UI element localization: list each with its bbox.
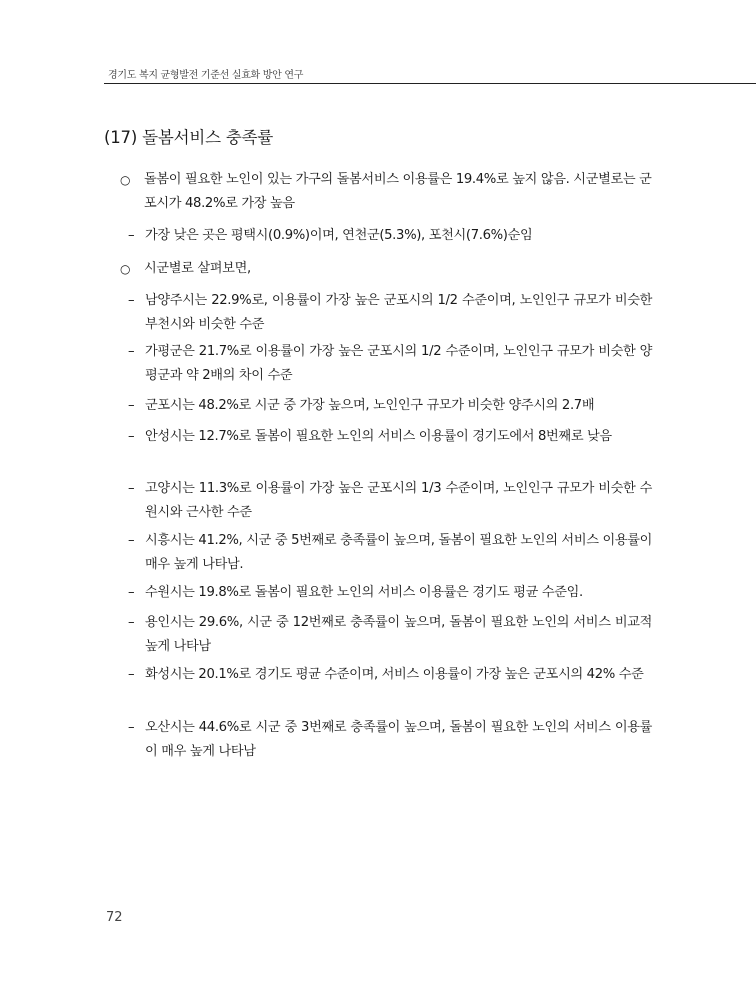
dash-item <box>128 394 652 418</box>
dash-item <box>128 425 652 449</box>
dash-text: 가평군은 21.7%로 이용률이 가장 높은 군포시의 1/2 수준이며, 노인인구 규모가 비슷한 양평군과 약 2배의 차이 수준 <box>145 344 652 383</box>
bullet-text: 시군별로 살펴보면, <box>144 261 251 276</box>
dash-bullet: – <box>128 228 135 243</box>
dash-text: 안성시는 12.7%로 돌봄이 필요한 노인의 서비스 이용률이 경기도에서 8번째로 낮음 <box>145 429 612 444</box>
dash-bullet: – <box>128 585 135 600</box>
dash-bullet: – <box>128 344 135 359</box>
dash-text: 시흥시는 41.2%, 시군 중 5번째로 충족률이 높으며, 돌봄이 필요한 노인의 서비스 이용률이 매우 높게 나타남. <box>145 533 652 572</box>
section-title: (17) 돌봄서비스 충족률 <box>104 128 274 147</box>
bullet-item <box>120 257 660 281</box>
dash-bullet: – <box>128 615 135 630</box>
dash-bullet: – <box>128 293 135 308</box>
dash-bullet: – <box>128 481 135 496</box>
dash-text: 남양주시는 22.9%로, 이용률이 가장 높은 군포시의 1/2 수준이며, 노인인구 규모가 비슷한 부천시와 비슷한 수준 <box>145 293 652 332</box>
dash-item <box>128 716 652 764</box>
dash-item <box>128 289 652 337</box>
dash-text: 군포시는 48.2%로 시군 중 가장 높으며, 노인인구 규모가 비슷한 양주시의 2.7배 <box>145 398 595 413</box>
dash-item <box>128 581 652 605</box>
dash-bullet: – <box>128 429 135 444</box>
bullet-item <box>120 168 660 216</box>
dash-text: 용인시는 29.6%, 시군 중 12번째로 충족률이 높으며, 돌봄이 필요한 노인의 서비스 비교적 높게 나타남 <box>145 615 652 654</box>
dash-text: 가장 낮은 곳은 평택시(0.9%)이며, 연천군(5.3%), 포천시(7.6%)순임 <box>145 228 533 243</box>
running-header: 경기도 복지 균형발전 기준선 실효화 방안 연구 <box>108 70 304 81</box>
dash-text: 수원시는 19.8%로 돌봄이 필요한 노인의 서비스 이용률은 경기도 평균 수준임. <box>145 585 583 600</box>
dash-bullet: – <box>128 667 135 682</box>
dash-item <box>128 477 652 525</box>
header-rule <box>104 83 756 84</box>
dash-item <box>128 340 652 388</box>
dash-text: 오산시는 44.6%로 시군 중 3번째로 충족률이 높으며, 돌봄이 필요한 노인의 서비스 이용률이 매우 높게 나타남 <box>145 720 652 759</box>
dash-item <box>128 611 652 659</box>
dash-item <box>128 663 652 687</box>
dash-text: 화성시는 20.1%로 경기도 평균 수준이며, 서비스 이용률이 가장 높은 군포시의 42% 수준 <box>145 667 644 682</box>
circle-bullet: ○ <box>120 173 131 187</box>
dash-bullet: – <box>128 720 135 735</box>
page-number: 72 <box>106 910 123 925</box>
bullet-text: 돌봄이 필요한 노인이 있는 가구의 돌봄서비스 이용률은 19.4%로 높지 않음. 시군별로는 군포시가 48.2%로 가장 높음 <box>144 172 652 211</box>
dash-item <box>128 529 652 577</box>
dash-text: 고양시는 11.3%로 이용률이 가장 높은 군포시의 1/3 수준이며, 노인인구 규모가 비슷한 수원시와 근사한 수준 <box>145 481 652 520</box>
dash-item <box>128 224 652 248</box>
circle-bullet: ○ <box>120 262 131 276</box>
dash-bullet: – <box>128 533 135 548</box>
dash-bullet: – <box>128 398 135 413</box>
